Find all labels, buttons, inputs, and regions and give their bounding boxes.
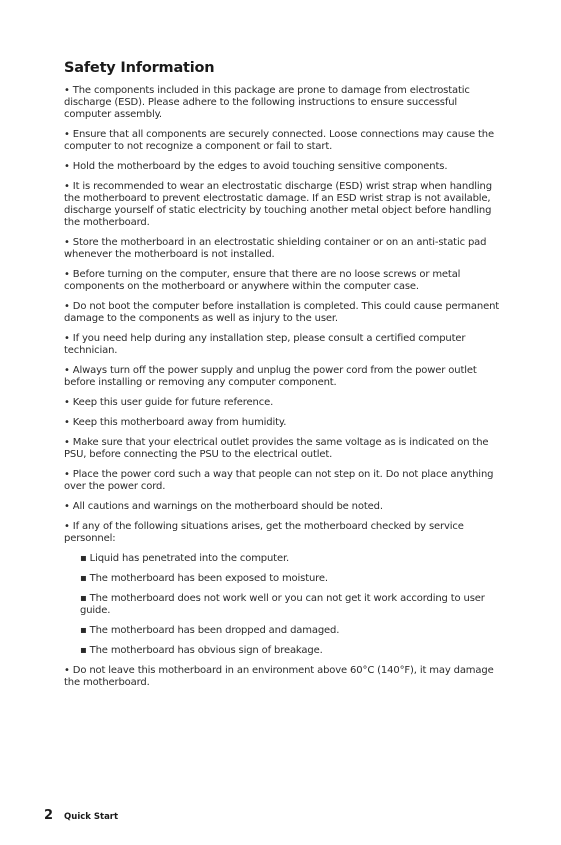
list-item: • Ensure that all components are securely connected. Loose connections may cause the computer to not recognize a component or fail to start. bbox=[64, 129, 494, 152]
sub-list bbox=[80, 553, 500, 657]
list-item: • If you need help during any installation step, please consult a certified computer technician. bbox=[64, 333, 466, 356]
page-number: 2 bbox=[44, 808, 54, 823]
list-item: • Keep this user guide for future reference. bbox=[64, 397, 274, 408]
sub-list-item: ▪ Liquid has penetrated into the computer. bbox=[80, 553, 290, 564]
sub-list-item: ▪ The motherboard has obvious sign of breakage. bbox=[80, 645, 323, 656]
sub-list-item: ▪ The motherboard has been exposed to moisture. bbox=[80, 573, 328, 584]
list-item: • It is recommended to wear an electrostatic discharge (ESD) wrist strap when handling the motherboard to prevent electrostatic damage. If an ESD wrist strap is not available, discharge yourself of static electricity by touching another metal object before handling the motherboard. bbox=[64, 181, 492, 228]
list-item: • Always turn off the power supply and unplug the power cord from the power outlet before installing or removing any computer component. bbox=[64, 365, 477, 388]
page-footer bbox=[44, 808, 118, 823]
section-name: Quick Start bbox=[64, 812, 119, 822]
list-item: • Do not leave this motherboard in an environment above 60°C (140°F), it may damage the motherboard. bbox=[64, 665, 494, 688]
page-title: Safety Information bbox=[64, 60, 215, 76]
safety-list bbox=[64, 85, 500, 697]
list-item: • Keep this motherboard away from humidity. bbox=[64, 417, 287, 428]
list-item: • Hold the motherboard by the edges to avoid touching sensitive components. bbox=[64, 161, 448, 172]
list-item: • Before turning on the computer, ensure that there are no loose screws or metal components on the motherboard or anywhere within the computer case. bbox=[64, 269, 461, 292]
list-item: • Store the motherboard in an electrostatic shielding container or on an anti-static pad whenever the motherboard is not installed. bbox=[64, 237, 487, 260]
list-item: • Place the power cord such a way that people can not step on it. Do not place anything over the power cord. bbox=[64, 469, 494, 492]
sub-list-item: ▪ The motherboard does not work well or you can not get it work according to user guide. bbox=[80, 593, 485, 616]
list-item: • All cautions and warnings on the motherboard should be noted. bbox=[64, 501, 383, 512]
list-item: • The components included in this package are prone to damage from electrostatic discharge (ESD). Please adhere to the following instructions to ensure successful computer assembly. bbox=[64, 85, 470, 120]
list-item: • If any of the following situations arises, get the motherboard checked by service personnel: bbox=[64, 521, 464, 544]
list-item: • Do not boot the computer before installation is completed. This could cause permanent damage to the components as well as injury to the user. bbox=[64, 301, 500, 324]
sub-list-item: ▪ The motherboard has been dropped and damaged. bbox=[80, 625, 340, 636]
list-item: • Make sure that your electrical outlet provides the same voltage as is indicated on the PSU, before connecting the PSU to the electrical outlet. bbox=[64, 437, 489, 460]
